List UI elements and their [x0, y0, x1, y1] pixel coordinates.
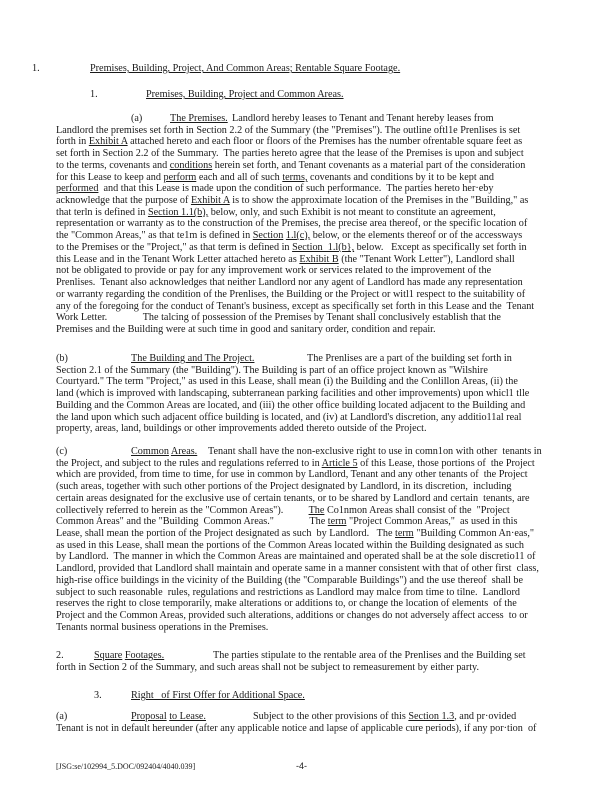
text-segment: "Building Common An·eas,"	[413, 528, 535, 539]
text-segment: this Lease and in the Tenant Work Letter attached hereto as	[56, 254, 300, 265]
para-c-title-part: Common	[131, 446, 169, 457]
text-segment: attached hereto and each floor or floors of the Premises has the number ofrentable square feet as	[127, 136, 523, 147]
text-segment: and that this Lease is made upon the condition of such performance. The parties hereto her·eby	[98, 183, 494, 194]
text-segment: or warranty regarding the condition of the Prenlises, the Building or the Project or witl1 respect to the suitability of	[56, 289, 526, 300]
underlined-reference: term	[395, 528, 414, 539]
text-segment: Prenlises. Tenant also acknowledges that neither Landlord nor any agent of Landlord has made any representation	[56, 277, 523, 288]
heading-title: Premises, Building, Project, And Common Areas; Rentable Square Footage.	[90, 63, 401, 74]
underlined-reference: 1.l(c),	[285, 230, 311, 241]
text-segment: each and all of such	[196, 172, 283, 183]
para-3a-title-part: Proposal	[131, 711, 167, 722]
text-line	[56, 376, 518, 388]
text-line	[56, 423, 427, 435]
text-segment: Subject to the other provisions of this	[253, 711, 409, 722]
text-line	[213, 650, 526, 662]
text-segment: Co1nmon Areas shall consist of the "Project	[324, 505, 510, 516]
text-segment: Building and the Common Areas are located, and (iii) the other office building located adjacent to the Building and	[56, 400, 526, 411]
text-line	[56, 551, 536, 563]
text-segment: collectively referred to herein as the "Common Areas").	[56, 505, 309, 516]
text-segment: set forth in Section 2.2 of the Summary. The parties hereto agree that the lease of the Premises is upon and subject	[56, 148, 524, 159]
footer-doc-id: [JSG:se/102994_5.DOC/092404/4040.039]	[56, 762, 196, 771]
underlined-reference: perform	[163, 172, 197, 183]
para-c-title	[131, 446, 197, 458]
text-line	[56, 528, 534, 540]
text-line	[56, 277, 523, 289]
text-line	[56, 289, 525, 301]
text-line	[253, 711, 516, 723]
text-segment: Courtyard." The term "Project," as used in this Lease, shall mean (i) the Building and the Conlillon Areas, (ii) the	[56, 376, 518, 387]
text-line	[56, 400, 525, 412]
heading-number: 1.	[32, 63, 40, 74]
underlined-reference: conditions	[169, 160, 213, 171]
text-segment: high-rise office buildings in the vicinity of the Building (the "Comparable Buildings") and the use thereof shall be	[56, 575, 524, 586]
para-3a-title	[131, 711, 206, 723]
section1-title: Premises, Building, Project and Common Areas.	[146, 89, 344, 100]
text-line	[56, 481, 512, 493]
underlined-reference: performed	[56, 183, 99, 194]
text-segment: is to show the approximate location of the Premises in the "Building," as	[229, 195, 529, 206]
text-segment: of this Lease, those portions of the Project	[357, 458, 535, 469]
text-segment: to the terms, covenants and	[56, 160, 170, 171]
text-segment: (the "Tenant Work Letter"), Landlord shall	[338, 254, 515, 265]
text-segment: Tenant shall have the non-exclusive right to use in comn1on with other tenants in	[208, 446, 542, 457]
page-number: -4-	[296, 761, 307, 771]
text-segment: representation or warranty as to the construction of the Premises, the precise area thereof, or the specific location of	[56, 218, 528, 229]
text-line	[56, 218, 527, 230]
underlined-reference: The	[308, 505, 325, 516]
text-segment: covenants and conditions by it to be kept and	[307, 172, 494, 183]
text-segment: Landlord, provided that Landlord shall maintain and operate same in a manner consistent with that of other first class,	[56, 563, 539, 574]
text-line	[56, 575, 523, 587]
para-c-title-part: Areas.	[170, 446, 198, 457]
text-segment: below, only, and such Exhibit is not meant to constitute an agreement,	[208, 207, 496, 218]
section2-number: 2.	[56, 650, 64, 661]
text-segment: herein set forth, and Tenant covenants as a material part of the consideration	[212, 160, 526, 171]
text-line	[56, 148, 524, 160]
text-segment: Common Areas" and the "Building Common Areas." The	[56, 516, 328, 527]
text-segment: forth in	[56, 136, 89, 147]
para-3a-label: (a)	[56, 711, 68, 722]
section1-number: 1.	[90, 89, 98, 100]
text-segment: to the Premises or the "Project," as that term is defined in	[56, 242, 293, 253]
text-segment: for this Lease to keep and	[56, 172, 164, 183]
text-segment: below. Except as specifically set forth in	[354, 242, 527, 253]
para-b-title: The Building and The Project.	[131, 353, 255, 364]
text-line	[208, 446, 542, 458]
text-segment: that terln is defined in	[56, 207, 148, 218]
text-segment: , and pr·ovided	[454, 711, 517, 722]
text-line	[56, 242, 527, 254]
section2-title-part: Square	[94, 650, 123, 661]
section3-title: Right_ of First Offer for Additional Space.	[131, 690, 305, 701]
underlined-reference: Article 5	[321, 458, 358, 469]
text-segment: certain areas designated for the exclusive use of certain tenants, or to be shared by Landlord and certain tenants, are	[56, 493, 530, 504]
text-line	[56, 265, 491, 277]
text-segment: land (which is improved with landscaping, subterranean parking facilities and other improvements) upon whicl1 tlle	[56, 388, 530, 399]
text-segment: acknowledge that the purpose of	[56, 195, 191, 206]
underlined-reference: Section 1.l(b},	[292, 242, 355, 253]
text-line	[56, 493, 530, 505]
section2-title-part: Footages.	[124, 650, 165, 661]
underlined-reference: Exhibit A	[190, 195, 230, 206]
text-line	[56, 516, 517, 528]
text-line	[232, 113, 494, 125]
underlined-reference: Section	[252, 230, 284, 241]
text-line	[56, 662, 479, 674]
text-line	[56, 610, 528, 622]
underlined-reference: term	[327, 516, 347, 527]
text-line	[56, 388, 529, 400]
text-segment: any of the foregoing for the conduct of Tenant's business, except as specifically set forth in this Lease and the Tenant	[56, 301, 535, 312]
para-a-label: (a)	[131, 113, 143, 124]
text-segment: The Prenlises are a part of the building set forth in	[307, 353, 512, 364]
text-segment: Premises and the Building were at such time in good and sanitary order, condition and repair.	[56, 324, 436, 335]
text-line	[56, 622, 268, 634]
section3-number: 3.	[94, 690, 102, 701]
text-segment: Section 2.1 of the Summary (the "Building"). The Building is part of an office project known as "Wilshire	[56, 365, 488, 376]
text-line	[56, 469, 528, 481]
text-segment: Landlord the premises set forth in Section 2.2 of the Summary (the "Premises"). The outline oftl1e Prenlises is set	[56, 125, 521, 136]
underlined-reference: Exhibit B	[299, 254, 339, 265]
text-segment: the Project, and subject to the rules and regulations referred to in	[56, 458, 322, 469]
text-segment: The parties stipulate to the rentable area of the Prenlises and the Building set	[213, 650, 526, 661]
text-line	[56, 723, 536, 735]
text-segment: Tenants normal business operations in the Premises.	[56, 622, 269, 633]
para-b-label: (b)	[56, 353, 68, 364]
text-segment: Lease, shall mean the portion of the Project designated as such by Landlord. The	[56, 528, 396, 539]
text-segment: reserves the right to close temporarily, make alterations or additions to, or change the location of elements of the	[56, 598, 517, 609]
para-c-label: (c)	[56, 446, 68, 457]
text-line	[307, 353, 512, 365]
text-line	[56, 563, 539, 575]
text-segment: subject to such reasonable rules, regulations and restrictions as Landlord may malce from time to tilne. Landlord	[56, 587, 520, 598]
para-a-title: The Premises.	[170, 113, 228, 124]
text-segment: by Landlord. The manner in which the Common Areas are maintained and operated shall be at the sole discretio11 of	[56, 551, 536, 562]
text-segment: Project and the Common Areas, provided such alterations, additions or changes do not adversely affect access to or	[56, 610, 528, 621]
text-line	[56, 598, 517, 610]
text-line	[56, 160, 525, 172]
text-segment: forth in Section 2 of the Summary, and such areas shall not be subject to remeasurement by either party.	[56, 662, 480, 673]
text-segment: below, or the elements thereof or of the accessways	[310, 230, 523, 241]
para-3a-title-part: to Lease.	[169, 711, 206, 722]
text-segment: Work Letter. The talcing of possession of the Premises by Tenant shall conclusively establish that the	[56, 312, 501, 323]
text-line	[56, 183, 493, 195]
section2-title	[94, 650, 164, 662]
text-segment: which are provided, from time to time, for use in common by Landlord, Tenant and any other tenants of the Project	[56, 469, 528, 480]
text-segment: the "Common Areas," as that te1m is defined in	[56, 230, 253, 241]
underlined-reference: terms,	[282, 172, 308, 183]
underlined-reference: Section 1.1(b),	[147, 207, 209, 218]
text-segment: "Project Common Areas," as used in this	[346, 516, 518, 527]
text-segment: the land upon which such adjacent office building is located, and (iv) at Landlord's discretion, any additio11al real	[56, 412, 522, 423]
underlined-reference: Exhibit A	[88, 136, 128, 147]
text-segment: Landlord hereby leases to Tenant and Tenant hereby leases from	[232, 113, 494, 124]
text-line	[56, 312, 501, 324]
text-line	[56, 324, 436, 336]
text-segment: (such areas, together with such other portions of the Project designated by Landlord, in its discretion, including	[56, 481, 512, 492]
text-segment: property, areas, land, buildings or other improvements added thereto outside of the Project.	[56, 423, 427, 434]
text-segment: not be obligated to provide or pay for any improvement work or services related to the improvement of the	[56, 265, 492, 276]
text-line	[56, 136, 522, 148]
underlined-reference: Section 1.3	[408, 711, 455, 722]
text-segment: Tenant is not in default hereunder (after any applicable notice and lapse of applicable cure periods), if any por·tion of	[56, 723, 537, 734]
text-line	[56, 230, 522, 242]
text-line	[56, 195, 528, 207]
text-segment: as used in this Lease, shall mean the portions of the Common Areas located within the Building designated as such	[56, 540, 524, 551]
